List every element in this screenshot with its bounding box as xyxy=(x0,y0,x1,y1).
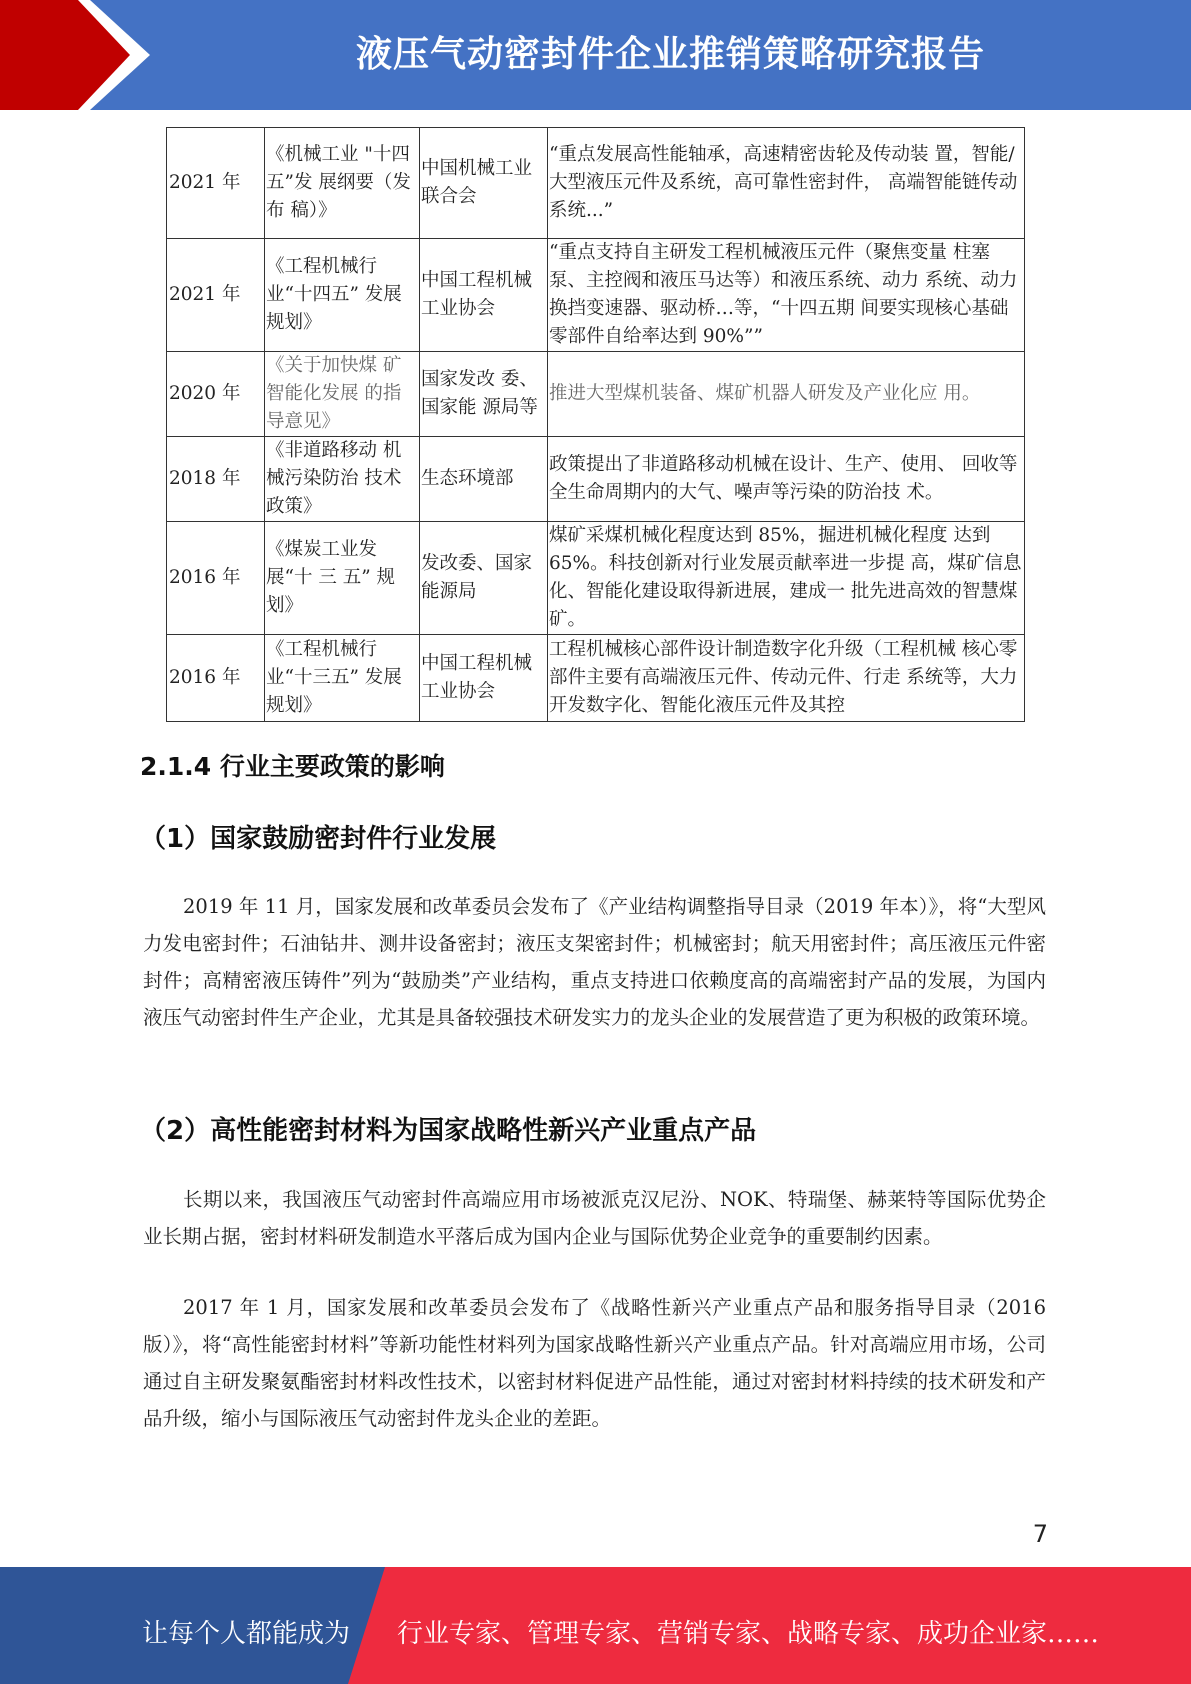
table-cell-policy-name: 《工程机械行 业“十三五” 发展规划》 xyxy=(265,635,420,722)
table-cell-year: 2018 年 xyxy=(167,437,265,522)
table-cell-content: 工程机械核心部件设计制造数字化升级（工程机械 核心零部件主要有高端液压元件、传动元件、行走 系统等，大力开发数字化、智能化液压元件及其控 xyxy=(548,635,1025,722)
subsection-heading-2: （2）高性能密封材料为国家战略性新兴产业重点产品 xyxy=(140,1116,757,1146)
table-cell-content: 推进大型煤机装备、煤矿机器人研发及产业化应 用。 xyxy=(548,352,1025,437)
section-heading: 2.1.4 行业主要政策的影响 xyxy=(140,752,445,781)
table-row xyxy=(167,635,1025,722)
table-cell-year: 2020 年 xyxy=(167,352,265,437)
table-row xyxy=(167,437,1025,522)
table-cell-content: 煤矿采煤机械化程度达到 85%，掘进机械化程度 达到 65%。科技创新对行业发展贡献率进一步提 高，煤矿信息化、智能化建设取得新进展，建成一 批先进高效的智慧煤矿。 xyxy=(548,522,1025,635)
table-cell-content: 政策提出了非道路移动机械在设计、生产、使用、 回收等全生命周期内的大气、噪声等污染的防治技 术。 xyxy=(548,437,1025,522)
table-cell-content: “重点支持自主研发工程机械液压元件（聚焦变量 柱塞泵、主控阀和液压马达等）和液压系统、动力 系统、动力换挡变速器、驱动桥…等，“十四五期 间要实现核心基础零部件自给率达到 90%”” xyxy=(548,239,1025,352)
table-cell-policy-name: 《关于加快煤 矿智能化发展 的指导意见》 xyxy=(265,352,420,437)
table-row xyxy=(167,522,1025,635)
table-row xyxy=(167,239,1025,352)
table-cell-issuer: 中国工程机械工业协会 xyxy=(420,239,548,352)
footer-slogan-left: 让每个人都能成为 xyxy=(142,1619,351,1649)
table-cell-year: 2021 年 xyxy=(167,128,265,239)
table-cell-issuer: 发改委、国家能源局 xyxy=(420,522,548,635)
table-cell-year: 2021 年 xyxy=(167,239,265,352)
page-number: 7 xyxy=(1032,1520,1048,1548)
page-footer xyxy=(0,1567,1191,1684)
table-cell-issuer: 中国机械工业联合会 xyxy=(420,128,548,239)
table-cell-year: 2016 年 xyxy=(167,635,265,722)
paragraph: 2019 年 11 月，国家发展和改革委员会发布了《产业结构调整指导目录（2019 年本）》，将“大型风力发电密封件；石油钻井、测井设备密封；液压支架密封件；机械密封；航天用密封件；高压液压元件密封件；高精密液压铸件”列为“鼓励类”产业结构，重点支持进口依赖度高的高端密封产品的发展，为国内液压气动密封件生产企业，尤其是具备较强技术研发实力的龙头企业的发展营造了更为积极的政策环境。 xyxy=(143,895,1046,1029)
header-red-arrow xyxy=(0,0,150,110)
table-cell-year: 2016 年 xyxy=(167,522,265,635)
paragraph: 2017 年 1 月，国家发展和改革委员会发布了《战略性新兴产业重点产品和服务指导目录（2016 版）》，将“高性能密封材料”等新功能性材料列为国家战略性新兴产业重点产品。针对高端应用市场，公司通过自主研发聚氨酯密封材料改性技术，以密封材料促进产品性能，通过对密封材料持续的技术研发和产品升级，缩小与国际液压气动密封件龙头企业的差距。 xyxy=(143,1296,1046,1430)
table-row xyxy=(167,128,1025,239)
table-cell-issuer: 生态环境部 xyxy=(420,437,548,522)
table-cell-policy-name: 《机械工业 "十四五”发 展纲要（发布 稿）》 xyxy=(265,128,420,239)
table-cell-policy-name: 《非道路移动 机械污染防治 技术政策》 xyxy=(265,437,420,522)
table-cell-policy-name: 《煤炭工业发 展“十 三 五” 规划》 xyxy=(265,522,420,635)
table-row xyxy=(167,352,1025,437)
paragraph: 长期以来，我国液压气动密封件高端应用市场被派克汉尼汾、NOK、特瑞堡、赫莱特等国际优势企业长期占据，密封材料研发制造水平落后成为国内企业与国际优势企业竞争的重要制约因素。 xyxy=(143,1188,1046,1248)
table-cell-content: “重点发展高性能轴承，高速精密齿轮及传动装 置，智能/大型液压元件及系统，高可靠性密封件， 高端智能链传动系统...” xyxy=(548,128,1025,239)
table-cell-issuer: 国家发改 委、国家能 源局等 xyxy=(420,352,548,437)
policy-table xyxy=(166,127,1025,722)
table-cell-policy-name: 《工程机械行 业“十四五” 发展规划》 xyxy=(265,239,420,352)
page-header xyxy=(0,0,1191,110)
table-cell-issuer: 中国工程机械工业协会 xyxy=(420,635,548,722)
report-title: 液压气动密封件企业推销策略研究报告 xyxy=(355,34,985,75)
footer-slogan-right: 行业专家、管理专家、营销专家、战略专家、成功企业家…… xyxy=(397,1619,1100,1649)
subsection-heading-1: （1）国家鼓励密封件行业发展 xyxy=(140,824,497,854)
